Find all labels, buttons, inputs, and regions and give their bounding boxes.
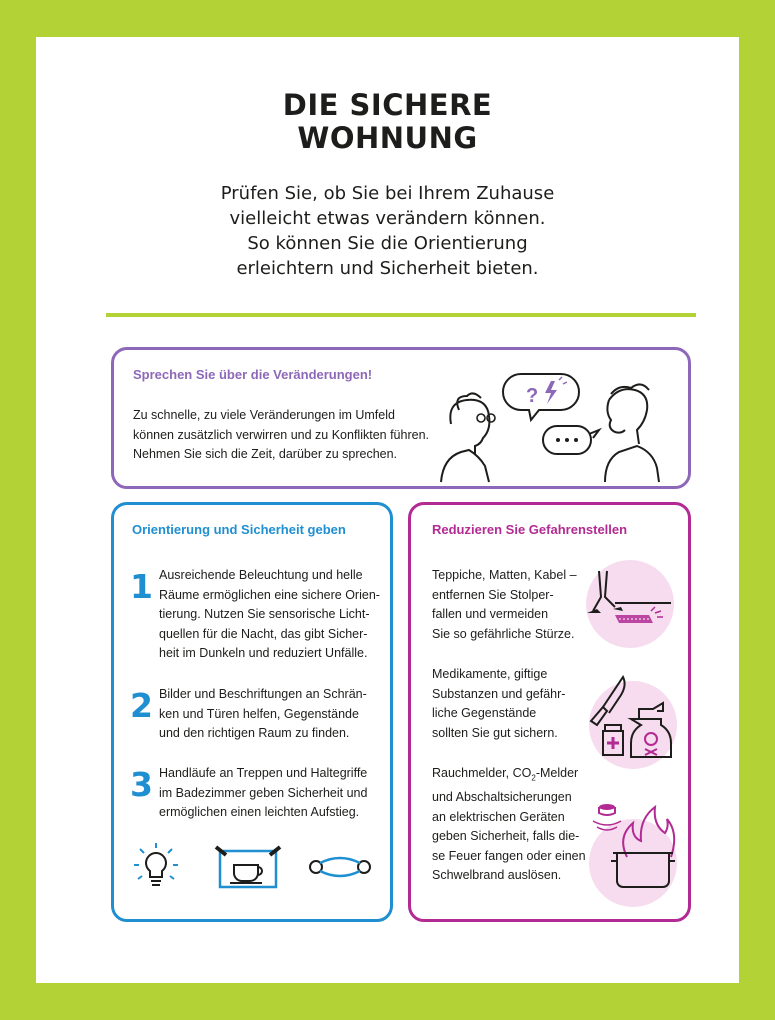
- step-text: [159, 566, 384, 664]
- danger-line: Substanzen und gefähr-: [432, 686, 566, 701]
- danger-text: [432, 764, 587, 886]
- danger-heading: Reduzieren Sie Gefahrenstellen: [432, 522, 628, 537]
- intro-line: Prüfen Sie, ob Sie bei Ihrem Zuhause: [220, 183, 555, 204]
- title-line-1: DIE SICHERE: [282, 88, 493, 122]
- talk-body: [133, 406, 433, 465]
- step-line: Räume ermöglichen eine sichere Orien-: [159, 587, 380, 602]
- step-text: [159, 764, 384, 823]
- danger-line: liche Gegenstände: [432, 706, 537, 720]
- page-title: [36, 89, 739, 155]
- fire-pot-icon: [587, 787, 683, 897]
- divider: [106, 313, 696, 317]
- danger-line: Schwelbrand auslösen.: [432, 868, 562, 882]
- danger-line: entfernen Sie Stolper-: [432, 587, 554, 602]
- title-line-2: WOHNUNG: [297, 121, 478, 155]
- danger-line: Medikamente, giftige: [432, 667, 548, 681]
- knife-medicine-poison-icon: [587, 673, 683, 763]
- step-line: Ausreichende Beleuchtung und helle: [159, 568, 363, 582]
- step-line: ken und Türen helfen, Gegenstände: [159, 706, 359, 721]
- step-line: quellen für die Nacht, das gibt Sicher-: [159, 626, 368, 641]
- step-number: 2: [130, 686, 153, 725]
- step-line: Bilder und Beschriftungen an Schrän-: [159, 687, 367, 701]
- conversation-icon: [439, 364, 679, 484]
- poster-page: [36, 37, 739, 983]
- cabinet-label-icon: [216, 845, 280, 889]
- talk-card: [111, 347, 691, 489]
- step-number: 3: [130, 765, 153, 804]
- trip-hazard-icon: [585, 567, 675, 637]
- lightning-icon: [545, 381, 557, 404]
- intro-line: erleichtern und Sicherheit bieten.: [236, 258, 539, 279]
- question-mark: ?: [526, 385, 539, 407]
- step-text: [159, 685, 384, 744]
- danger-line: sollten Sie gut sichern.: [432, 725, 558, 740]
- danger-line: an elektrischen Geräten: [432, 809, 565, 824]
- step-number: 1: [130, 567, 153, 606]
- danger-card: [408, 502, 691, 922]
- intro-line: So können Sie die Orientierung: [247, 233, 528, 254]
- talk-body-line: Zu schnelle, zu viele Veränderungen im Umfeld: [133, 408, 395, 422]
- step-line: Handläufe an Treppen und Haltegriffe: [159, 766, 368, 780]
- danger-line: geben Sicherheit, falls die-: [432, 829, 580, 843]
- intro-line: vielleicht etwas verändern können.: [229, 208, 546, 229]
- intro-text: [36, 181, 739, 281]
- step-line: im Badezimmer geben Sicherheit und: [159, 785, 368, 800]
- talk-body-line: können zusätzlich verwirren und zu Konflikten führen.: [133, 427, 429, 442]
- orientation-card: [111, 502, 393, 922]
- talk-body-line: Nehmen Sie sich die Zeit, darüber zu sprechen.: [133, 447, 398, 461]
- handrail-icon: [308, 855, 372, 879]
- talk-heading: Sprechen Sie über die Veränderungen!: [133, 367, 373, 382]
- danger-text: [432, 665, 587, 743]
- danger-line: und Abschaltsicherungen: [432, 790, 572, 804]
- light-bulb-icon: [132, 841, 180, 889]
- step-line: ermöglichen einen leichten Aufstieg.: [159, 805, 360, 819]
- danger-line: Teppiche, Matten, Kabel –: [432, 568, 577, 582]
- orientation-heading: Orientierung und Sicherheit geben: [132, 522, 346, 537]
- danger-text: [432, 566, 587, 644]
- step-line: heit im Dunkeln und reduziert Unfälle.: [159, 646, 368, 660]
- danger-line: fallen und vermeiden: [432, 607, 549, 621]
- danger-line: se Feuer fangen oder einen: [432, 848, 586, 863]
- step-line: tierung. Nutzen Sie sensorische Licht-: [159, 607, 370, 621]
- danger-line: Rauchmelder, $CO_2$-Melder: [432, 766, 579, 783]
- step-line: und den richtigen Raum zu finden.: [159, 726, 350, 740]
- danger-line: Sie so gefährliche Stürze.: [432, 626, 575, 641]
